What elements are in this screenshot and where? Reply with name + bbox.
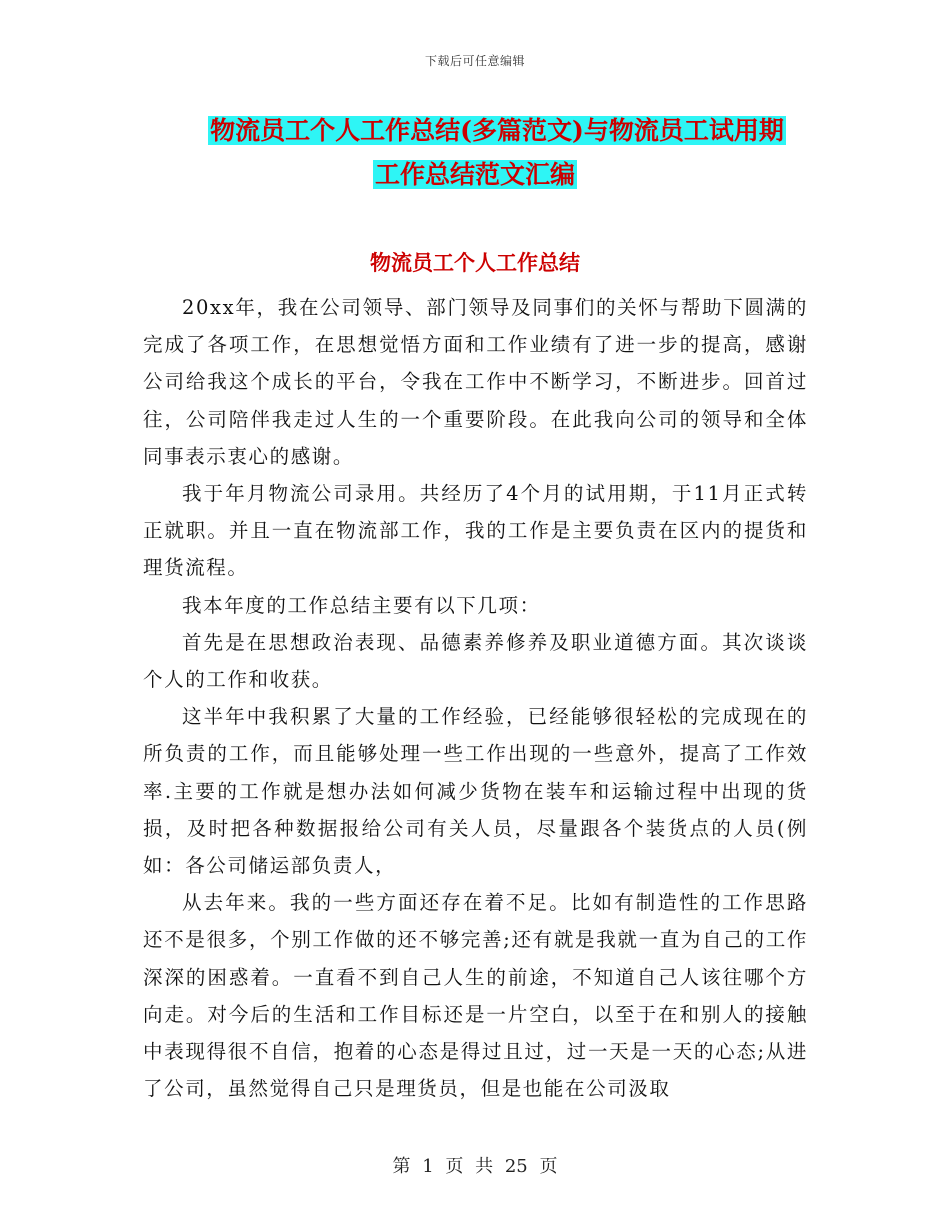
paragraph: 我于年月物流公司录用。共经历了4个月的试用期，于11月正式转正就职。并且一直在物流部工作，我的工作是主要负责在区内的提货和理货流程。 — [143, 482, 808, 580]
paragraph: 20xx年，我在公司领导、部门领导及同事们的关怀与帮助下圆满的完成了各项工作，在思想觉悟方面和工作业绩有了进一步的提高，感谢公司给我这个成长的平台，令我在工作中不断学习，不断进步。回首过往，公司陪伴我走过人生的一个重要阶段。在此我向公司的领导和全体同事表示衷心的感谢。 — [143, 296, 808, 468]
paragraph: 这半年中我积累了大量的工作经验，已经能够很轻松的完成现在的所负责的工作，而且能够处理一些工作出现的一些意外，提高了工作效率.主要的工作就是想办法如何减少货物在装车和运输过程中出现的货损，及时把各种数据报给公司有关人员，尽量跟各个装货点的人员(例如：各公司储运部负责人， — [143, 705, 808, 878]
paragraph: 我本年度的工作总结主要有以下几项： — [182, 593, 541, 617]
paragraph: 从去年来。我的一些方面还存在着不足。比如有制造性的工作思路还不是很多，个别工作做的还不够完善;还有就是我就一直为自己的工作深深的困惑着。一直看不到自己人生的前途，不知道自己人该往哪个方向走。对今后的生活和工作目标还是一片空白，以至于在和别人的接触中表现得很不自信，抱着的心态是得过且过，过一天是一天的心态;从进了公司，虽然觉得自己只是理货员，但是也能在公司汲取 — [143, 891, 808, 1101]
document-title-line-1-text: 物流员工个人工作总结(多篇范文)与物流员工试用期 — [210, 116, 784, 145]
page-footer-number: 第 1 页 共 25 页 — [392, 1156, 558, 1177]
section-heading: 物流员工个人工作总结 — [370, 250, 580, 275]
document-title-line-2 — [0, 153, 950, 196]
page-header-note: 下载后可任意编辑 — [424, 54, 525, 68]
document-body — [143, 289, 808, 1107]
paragraph: 首先是在思想政治表现、品德素养修养及职业道德方面。其次谈谈个人的工作和收获。 — [143, 630, 808, 692]
document-title-line-1 — [22, 109, 950, 152]
document-title-line-2-text: 工作总结范文汇编 — [374, 160, 575, 189]
